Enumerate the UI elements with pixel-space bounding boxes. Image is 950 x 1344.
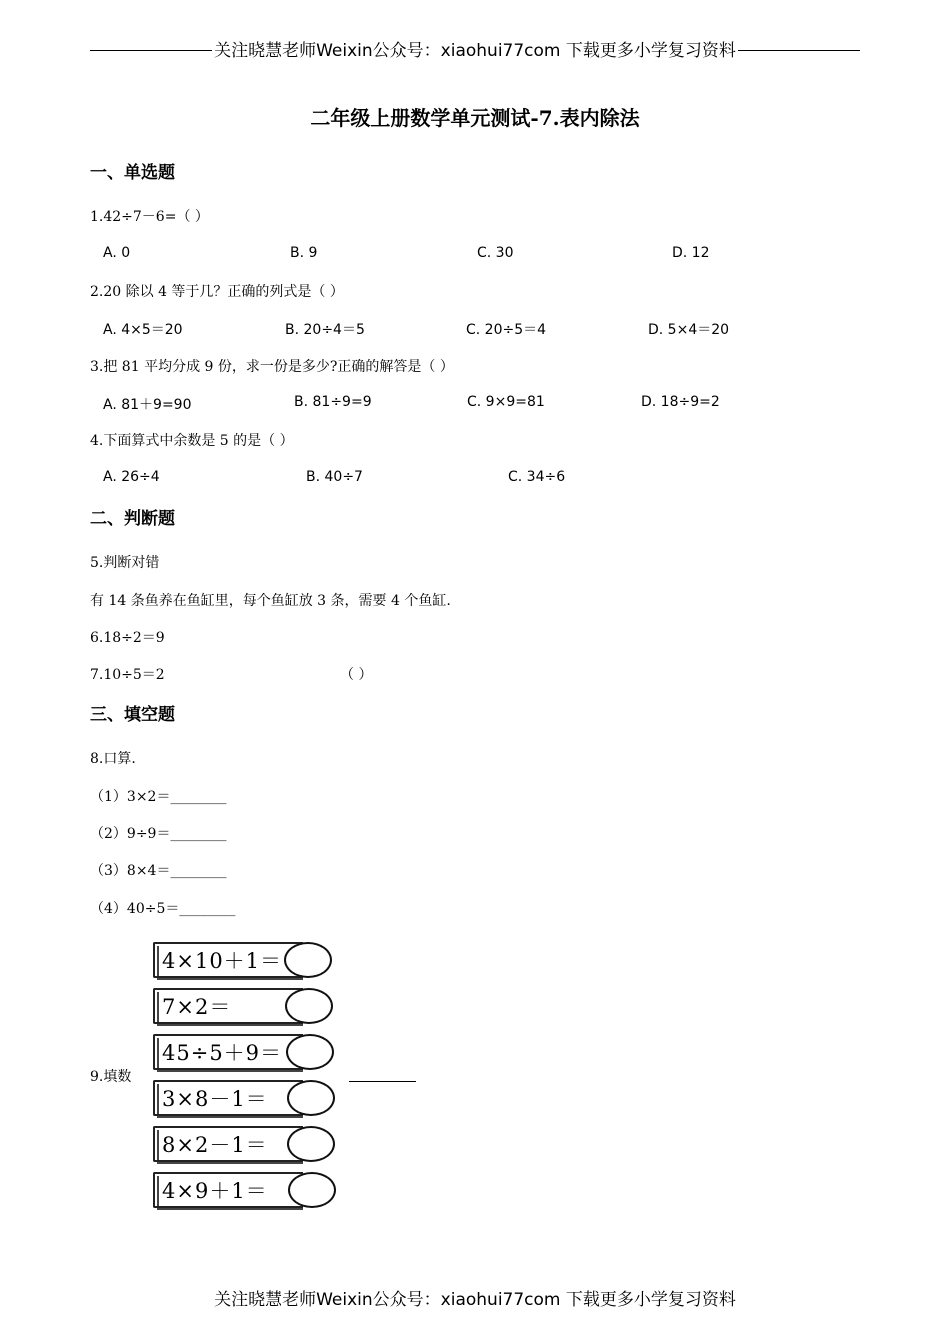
q9-box-2-expression: 7×2＝: [162, 995, 232, 1019]
q9-box-5: [153, 1126, 337, 1164]
question-4: 4.下面算式中余数是 5 的是（ ）: [90, 433, 294, 449]
q9-box-4-answer-oval: [287, 1080, 335, 1116]
q1-option-d: D. 12: [672, 245, 710, 261]
q9-box-6-answer-oval: [288, 1172, 336, 1208]
q9-box-3: [153, 1034, 337, 1072]
section-heading-true-false: 二、判断题: [90, 509, 175, 529]
q2-option-b: B. 20÷4＝5: [285, 322, 365, 338]
q8-item-1: （1）3×2＝________: [90, 789, 227, 805]
header-text: 关注晓慧老师Weixin公众号：xiaohui77com 下载更多小学复习资料: [214, 41, 736, 61]
q9-box-5-expression: 8×2－1＝: [162, 1133, 268, 1157]
question-1: 1.42÷7－6=（ ）: [90, 209, 209, 225]
q1-option-b: B. 9: [290, 245, 318, 261]
q3-option-d: D. 18÷9=2: [641, 394, 720, 410]
q3-option-b: B. 81÷9=9: [294, 394, 372, 410]
q9-box-3-expression: 45÷5＋9＝: [162, 1041, 283, 1065]
q4-option-c: C. 34÷6: [508, 469, 566, 485]
q9-box-6-expression: 4×9＋1＝: [162, 1179, 268, 1203]
q9-box-1-answer-oval: [284, 942, 332, 978]
q1-option-a: A. 0: [103, 245, 131, 261]
q4-option-a: A. 26÷4: [103, 469, 160, 485]
q1-option-c: C. 30: [477, 245, 514, 261]
section-heading-fill-blank: 三、填空题: [90, 705, 175, 725]
question-7: 7.10÷5＝2: [90, 667, 165, 683]
page-title: 二年级上册数学单元测试-7.表内除法: [310, 106, 640, 130]
q9-box-2-answer-oval: [285, 988, 333, 1024]
q9-box-2: [153, 988, 337, 1026]
question-9: 9.填数: [90, 1069, 132, 1085]
q9-answer-blank: [349, 1081, 416, 1082]
q4-option-b: B. 40÷7: [306, 469, 363, 485]
q8-item-3: （3）8×4＝________: [90, 863, 227, 879]
q9-box-6: [153, 1172, 337, 1210]
question-5: 5.判断对错: [90, 555, 160, 571]
question-5-statement: 有 14 条鱼养在鱼缸里，每个鱼缸放 3 条，需要 4 个鱼缸.: [90, 593, 451, 609]
q9-box-3-answer-oval: [286, 1034, 334, 1070]
q8-item-4: （4）40÷5＝________: [90, 901, 236, 917]
q2-option-c: C. 20÷5＝4: [466, 322, 547, 338]
q8-item-2: （2）9÷9＝________: [90, 826, 227, 842]
q3-option-a: A. 81＋9=90: [103, 397, 192, 413]
page-header: [0, 36, 950, 61]
question-7-answer-paren: （ ）: [340, 667, 373, 683]
question-6: 6.18÷2＝9: [90, 630, 165, 646]
section-heading-single-choice: 一、单选题: [90, 163, 175, 183]
question-8: 8.口算.: [90, 751, 136, 767]
q3-option-c: C. 9×9=81: [467, 394, 545, 410]
page-footer: 关注晓慧老师Weixin公众号：xiaohui77com 下载更多小学复习资料: [214, 1290, 736, 1310]
q2-option-a: A. 4×5＝20: [103, 322, 183, 338]
question-2: 2.20 除以 4 等于几？正确的列式是（ ）: [90, 284, 344, 300]
question-3: 3.把 81 平均分成 9 份，求一份是多少?正确的解答是（ ）: [90, 359, 454, 375]
q9-box-1: [153, 942, 337, 980]
q9-box-4: [153, 1080, 337, 1118]
q9-box-1-expression: 4×10＋1＝: [162, 949, 283, 973]
q2-option-d: D. 5×4＝20: [648, 322, 730, 338]
q9-box-4-expression: 3×8－1＝: [162, 1087, 268, 1111]
q9-box-5-answer-oval: [287, 1126, 335, 1162]
